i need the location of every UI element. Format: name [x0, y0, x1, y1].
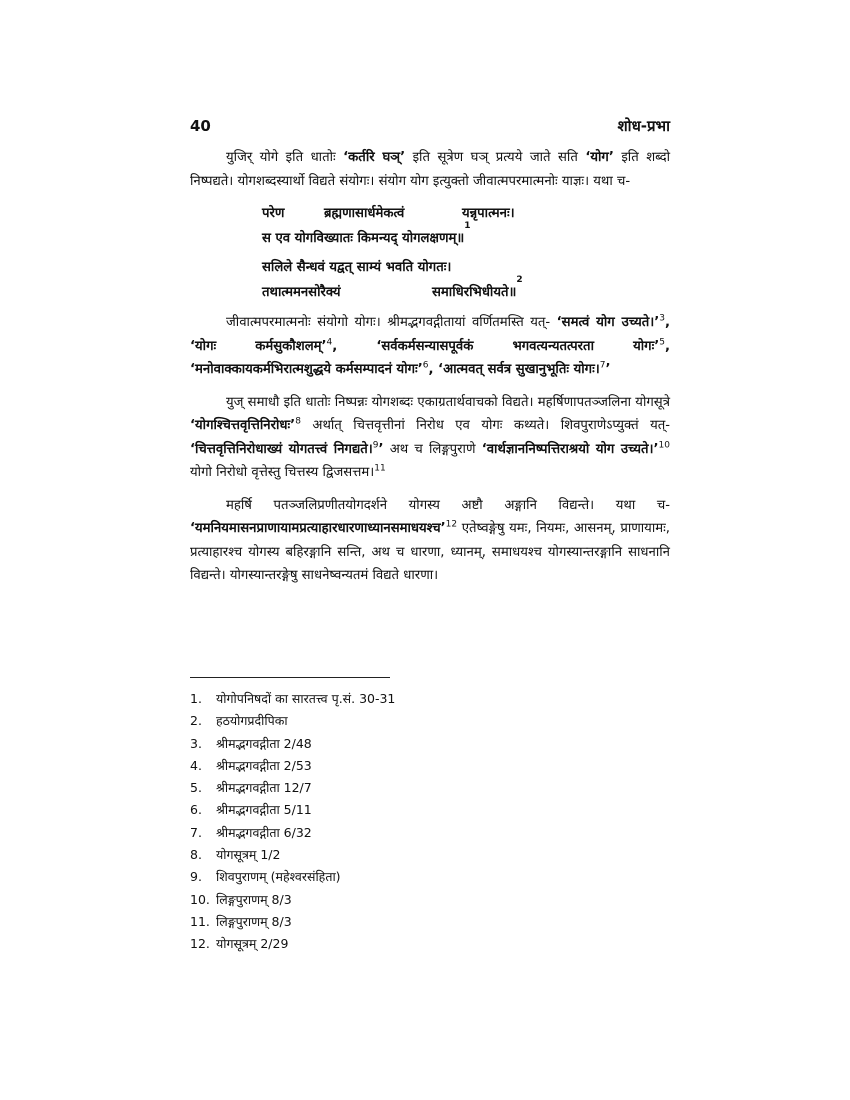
footnote-number: 6.: [190, 802, 202, 818]
paragraph-3: युज् समाधौ इति धातोः निष्पन्नः योगशब्दः एकाग्रतार्थवाचको विद्यते। महर्षिणापतञ्जलिना योगसूत्रे ‘योगश्चित्तवृत्तिनिरोधः’$^8$ अर्थात् चित्तवृत्तीनां निरोध एव योगः कथ्यते। शिवपुराणेऽप्युक्तं यत्- ‘चित्तवृत्तिनिरोधाख्यं योगतत्त्वं निगद्यते।$^9$’ अथ च लिङ्गपुराणे ‘वार्थज्ञाननिष्पत्तिराश्रयो योग उच्यते।’$^{10}$ योगो निरोधो वृत्तेस्तु चित्तस्य द्विजसत्तम।$^{11}$: [190, 394, 670, 480]
footnote-text: श्रीमद्भगवद्गीता 5/11: [216, 802, 312, 818]
verse-2-line-2: तथात्ममनसोरैक्यं समाधिरभिधीयते॥ 2: [262, 280, 670, 305]
footnote-item: [190, 822, 670, 844]
footnote-item: [190, 688, 670, 710]
main-text: [190, 146, 670, 588]
footnote-number: 8.: [190, 847, 202, 863]
footnote-item: [190, 889, 670, 911]
footnote-text: योगोपनिषदों का सारतत्त्व पृ.सं. 30-31: [216, 691, 396, 706]
footnote-ref: 1: [464, 221, 471, 231]
footnote-item: [190, 933, 670, 955]
footnote-item: [190, 844, 670, 866]
footnote-number: 3.: [190, 735, 202, 751]
verse-1-line-2: स एव योगविख्यातः किमन्यद् योगलक्षणम्॥ 1: [262, 226, 670, 251]
paragraph-4: महर्षि पतञ्जलिप्रणीतयोगदर्शने योगस्य अष्टौ अङ्गानि विद्यन्ते। यथा च- ‘यमनियमासनप्राणायामप्रत्याहारधारणाध्यानसमाधयश्च’$^{12}$ एतेष्वङ्गेषु यमः, नियमः, आसनम्, प्राणायामः, प्रत्याहारश्च योगस्य बहिरङ्गानि सन्ति, अथ च धारणा, ध्यानम्, समाधयश्च योगस्यान्तरङ्गानि साधनानि विद्यन्ते। योगस्यान्तरङ्गेषु साधनेष्वन्यतमं विद्यते धारणा।: [190, 497, 670, 583]
footnote-text: हठयोगप्रदीपिका: [216, 713, 288, 729]
footnote-number: 10.: [190, 891, 210, 907]
footnote-number: 5.: [190, 780, 202, 796]
footnote-text: लिङ्गपुराणम् 8/3: [216, 891, 292, 907]
footnote-text: योगसूत्रम् 1/2: [216, 847, 281, 863]
footnote-text: श्रीमद्भगवद्गीता 6/32: [216, 824, 312, 840]
verse-block: [262, 201, 670, 305]
footnote-item: [190, 733, 670, 755]
footnote-text: श्रीमद्भगवद्गीता 2/53: [216, 757, 312, 773]
footnotes-list: [190, 688, 670, 956]
footnote-number: 4.: [190, 757, 202, 773]
paragraph-2: जीवात्मपरमात्मनोः संयोगो योगः। श्रीमद्भगवद्गीतायां वर्णितमस्ति यत्- ‘समत्वं योग उच्यते।’$^3$, ‘योगः कर्मसुकौशलम्’$^4$, ‘सर्वकर्मसन्यासपूर्वकं भगवत्यन्यतत्परता योगः’$^5$, ‘मनोवाक्कायकर्मभिरात्मशुद्धये कर्मसम्पादनं योगः’$^6$, ‘आत्मवत् सर्वत्र सुखानुभूतिः योगः।$^7$’: [190, 313, 670, 377]
verse-2-line-1: सलिले सैन्धवं यद्वत् साम्यं भवति योगतः।: [262, 260, 452, 275]
footnote-ref: 2: [516, 275, 523, 285]
quote-yoga: ‘योग’: [585, 150, 614, 165]
footnote-number: 7.: [190, 824, 202, 840]
footnote-number: 12.: [190, 936, 210, 952]
footnote-item: [190, 777, 670, 799]
footnote-divider: [190, 677, 390, 678]
journal-title: शोध-प्रभा: [617, 117, 670, 135]
page-number: 40: [190, 117, 211, 135]
footnote-number: 9.: [190, 869, 202, 885]
footnote-number: 1.: [190, 691, 202, 706]
footnote-item: [190, 755, 670, 777]
footnote-text: योगसूत्रम् 2/29: [216, 936, 289, 952]
footnote-text: श्रीमद्भगवद्गीता 2/48: [216, 735, 312, 751]
footnote-number: 2.: [190, 713, 202, 729]
footnote-text: श्रीमद्भगवद्गीता 12/7: [216, 780, 312, 796]
footnote-text: शिवपुराणम् (महेश्वरसंहिता): [216, 869, 341, 885]
footnote-text: लिङ्गपुराणम् 8/3: [216, 913, 292, 929]
footnote-item: [190, 710, 670, 732]
footnote-number: 11.: [190, 913, 210, 929]
footnote-item: [190, 866, 670, 888]
paragraph-1: युजिर् योगे इति धातोः ‘कर्तरि घञ्’ इति सूत्रेण घञ् प्रत्यये जाते सति ‘योग’ इति शब्दो निष्पद्यते। योगशब्दस्यार्थो विद्यते संयोगः। संयोग योग इत्युक्तो जीवात्मपरमात्मनोः याज्ञः। यथा च-: [190, 150, 670, 189]
quote-kartari-ghan: ‘कर्तरि घञ्’: [343, 150, 406, 165]
footnote-item: [190, 799, 670, 821]
page-header: [190, 116, 670, 136]
footnote-item: [190, 911, 670, 933]
verse-1-line-1: परेण ब्रह्मणासार्धमेकत्वं यन्नृपात्मनः।: [262, 206, 515, 221]
